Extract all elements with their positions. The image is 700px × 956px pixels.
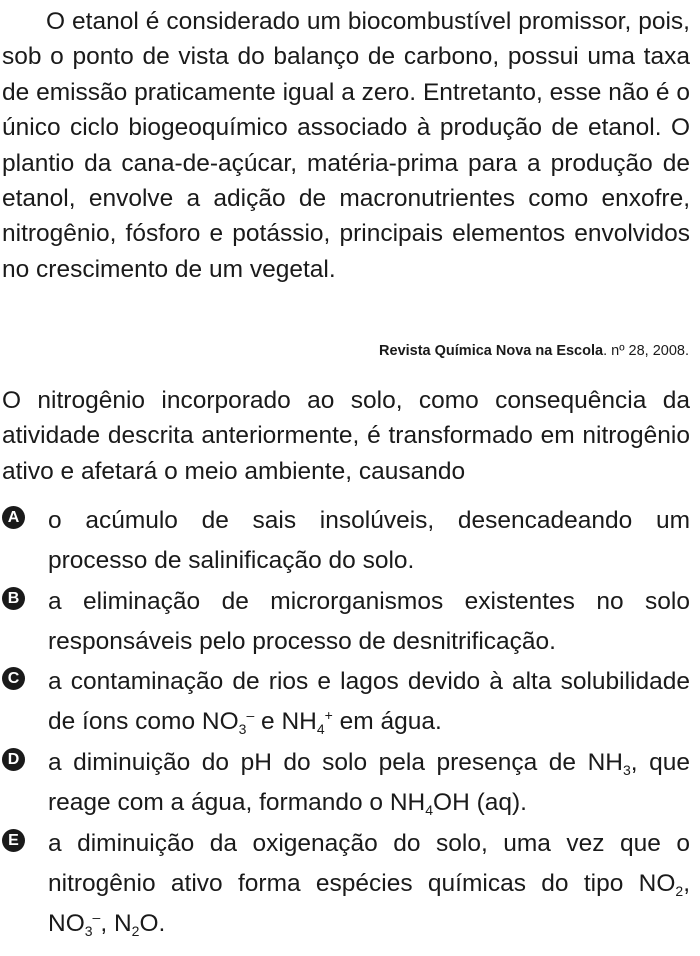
option-e-letter-badge: E (2, 829, 25, 852)
option-d-text-part-2: , que reage com a água, formando o NH (48, 749, 690, 817)
source-citation (379, 341, 689, 361)
option-d-ammonium-subscript: 4 (425, 802, 434, 819)
source-details: . nº 28, 2008. (603, 343, 689, 359)
option-c-nitrate-charge: – (246, 707, 255, 724)
passage-text: O etanol é considerado um biocombustível promissor, pois, sob o ponto de vista do balanço de carbono, possui uma taxa de emissão praticamente igual a zero. Entretanto, esse não é o único ciclo biogeoquímico associado à produção de etanol. O plantio da cana-de-açúcar, matéria-prima para a produção de etanol, envolve a adição de macronutrientes como enxofre, nitrogênio, fósforo e potássio, principais elementos envolvidos no crescimento de um vegetal. (2, 8, 690, 283)
option-c[interactable] (0, 662, 690, 743)
option-a-letter-badge: A (2, 506, 25, 529)
answer-options (0, 501, 690, 939)
option-e-text-part-1: a diminuição da oxigenação do solo, uma vez que o nitrogênio ativo forma espécies químicas do tipo NO (48, 829, 690, 897)
option-a-text: o acúmulo de sais insolúveis, desencadeando um processo de salinificação do solo. (48, 507, 690, 574)
option-b-text: a eliminação de microrganismos existentes no solo responsáveis pelo processo de desnitrificação. (48, 587, 690, 655)
option-c-nitrate-subscript: 3 (238, 721, 247, 738)
option-e-no3-charge: – (92, 908, 101, 925)
option-e-text-part-4: O. (139, 909, 166, 937)
option-d-text-part-3: OH (aq). (433, 789, 527, 817)
passage (2, 4, 690, 287)
option-c-ammonium-charge: + (324, 707, 333, 724)
option-e-no3-subscript: 3 (84, 922, 93, 939)
option-d-text (48, 743, 690, 823)
option-e-n2o-subscript: 2 (131, 922, 140, 939)
option-d-letter-badge: D (2, 748, 25, 771)
option-c-letter-badge: C (2, 667, 25, 690)
option-a[interactable] (0, 501, 690, 582)
option-d-ammonia-subscript: 3 (622, 762, 631, 779)
option-c-text (48, 662, 690, 742)
option-e-text (48, 824, 690, 944)
option-c-text-part-3: em água. (332, 708, 442, 736)
option-c-text-part-2: e NH (254, 708, 317, 736)
option-d[interactable] (0, 743, 690, 824)
option-d-text-part-1: a diminuição do pH do solo pela presença de NH (48, 749, 623, 777)
option-e-no2-subscript: 2 (675, 882, 684, 899)
option-c-ammonium-subscript: 4 (316, 721, 325, 738)
option-e-text-part-2: , NO (48, 869, 690, 937)
option-e[interactable] (0, 824, 690, 939)
question-stem: O nitrogênio incorporado ao solo, como consequência da atividade descrita anteriormente, é transformado em nitrogênio ativo e afetará o meio ambiente, causando (2, 387, 690, 485)
option-c-text-part-1: a contaminação de rios e lagos devido à alta solubilidade de íons como NO (48, 668, 690, 736)
option-e-text-part-3: , N (100, 909, 132, 937)
option-b-letter-badge: B (2, 587, 25, 610)
option-b[interactable] (0, 582, 690, 663)
source-journal: Revista Química Nova na Escola (379, 343, 604, 359)
